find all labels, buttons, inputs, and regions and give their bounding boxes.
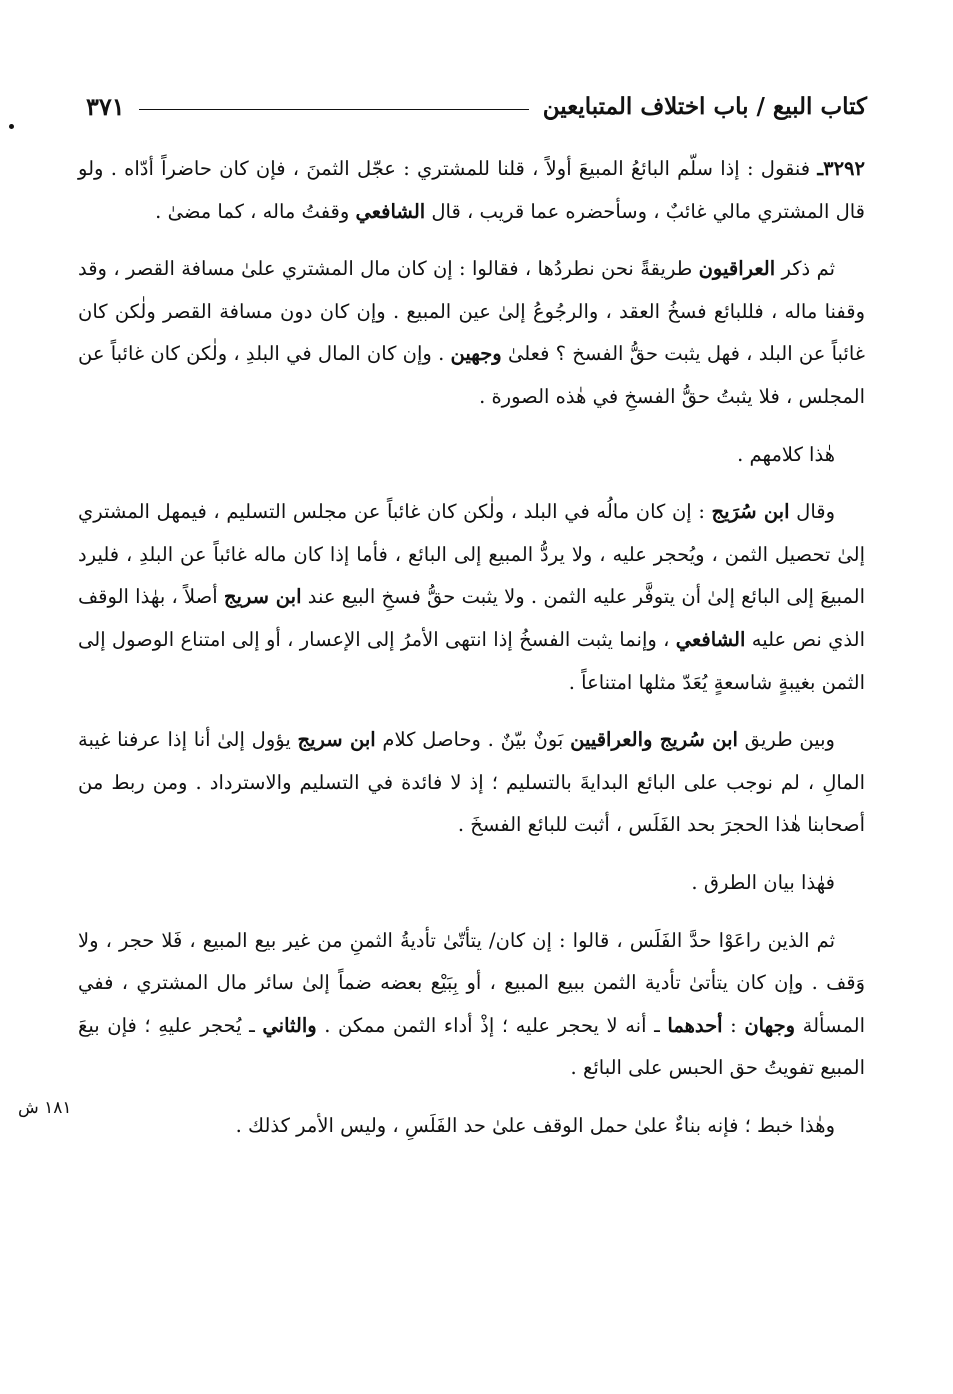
text-run: . وإن كان المال في البلدِ ، ولٰكن كان غائباً عن المجلس ، فلا يثبتُ حقُّ الفسخِ في هٰذه الصورة . bbox=[78, 342, 865, 408]
issue-number: ٣٢٩٢ـ bbox=[817, 157, 865, 180]
text-run: أصلاً ، بهٰذا الوقف الذي نص عليه bbox=[78, 585, 865, 651]
text-run: فهٰذا بيان الطرق . bbox=[691, 870, 835, 894]
text-run: ، وإنما يثبت الفسخُ إذا انتهى الأمرُ إلى الإعسار ، أو إلى امتناع الوصول إلى الثمن بغيبةٍ شاسعةٍ يُعَدّ مثلها امتناعاً . bbox=[78, 627, 865, 694]
bold-name: ابن سريج bbox=[223, 585, 302, 609]
text-run: ـ يُحجر عليهِ ؛ فإن بيعَ المبيع تفويتُ حق الحبس على البائع . bbox=[78, 1013, 865, 1080]
bold-name: ابن سُرَيج bbox=[711, 500, 790, 524]
paragraph-1 bbox=[78, 148, 865, 233]
text-run: وبين طريق bbox=[737, 728, 835, 752]
bold-name: ابن سريج bbox=[297, 728, 376, 752]
text-run: هٰذا كلامهم . bbox=[737, 442, 835, 466]
text-run: : إن كان مالُه في البلد ، ولٰكن كان غائباً عن مجلس التسليم ، فيمهل المشتري إلىٰ تحصيل الثمن ، ويُحجر عليه ، ولا يردُّ المبيع إلى البائع ، فأما إذا كان ماله غائباً عن البلدِ ، فليرد المبيعَ إلى البائع إلىٰ أن يتوفَّر عليه الثمن . ولا يثبت حقُّ فسخِ البيع عند bbox=[78, 500, 865, 609]
header-title: كتاب البيع / باب اختلاف المتبايعين bbox=[542, 92, 867, 120]
bold-name: ابن سُريج والعراقيين bbox=[570, 728, 738, 752]
bold-term: وجهين bbox=[450, 342, 502, 366]
text-run: بَونٌ بيّنٌ . وحاصل كلام bbox=[375, 728, 571, 752]
page-number: ٣٧١ bbox=[86, 91, 125, 121]
text-run: طريقةً نحن نطردُها ، فقالوا : إن كان مال المشتري علىٰ مسافة القصر ، وقد وقفنا ماله ، فللبائع فسخُ العقد ، والرجُوعُ إلىٰ عين المبيع . وإن كان دون مسافة القصر ولٰكن كان غائباً عن البلد ، فهل يثبت حقُّ الفسخ ؟ فعلىٰ bbox=[78, 257, 865, 366]
paragraph-2 bbox=[78, 248, 865, 418]
paragraph-7 bbox=[78, 920, 865, 1090]
margin-folio-note: ١٨١ ش bbox=[18, 1098, 72, 1118]
text-run: وهٰذا خبط ؛ فإنه بناءٌ علىٰ حمل الوقف علىٰ حد الفَلَسِ ، وليس الأمر كذلك . bbox=[235, 1113, 835, 1137]
paragraph-3 bbox=[78, 434, 865, 477]
paragraph-5 bbox=[78, 719, 865, 847]
text-run: يؤول إلىٰ أنا إذا عرفنا غيبة المالِ ، لم نوجب على البائع البدايةَ بالتسليم ؛ إذ لا فائدة في التسليم والاسترداد . ومن ربط من أصحابنا هٰذا الحجرَ بحد الفَلَس ، أثبت للبائع الفسخَ . bbox=[78, 728, 865, 837]
bold-term: أحدهما bbox=[667, 1013, 723, 1037]
bold-term: وجهان bbox=[744, 1013, 796, 1037]
header-rule bbox=[139, 109, 529, 110]
text-run: ثم ذكر bbox=[775, 257, 836, 281]
page-body bbox=[78, 148, 865, 1162]
text-run: وقال bbox=[789, 500, 835, 524]
text-run: ـ أنه لا يحجر عليه ؛ إذْ أداء الثمن ممكن . bbox=[316, 1013, 668, 1037]
bold-name: الشافعي bbox=[675, 627, 746, 651]
text-run: وقفتُ ماله ، كما مضىٰ . bbox=[155, 199, 356, 223]
text-run: فنقول : إذا سلّم البائعُ المبيعَ أولاً ، قلنا للمشتري : عجّل الثمنَ ، فإن كان حاضراً أدّاه . ولو قال المشتري مالي غائبٌ ، وسأحضره عما قريب ، قال bbox=[78, 157, 865, 223]
bold-name: الشافعي bbox=[355, 199, 426, 223]
paragraph-6 bbox=[78, 862, 865, 905]
paragraph-4 bbox=[78, 491, 865, 704]
margin-dot bbox=[9, 124, 14, 129]
paragraph-8 bbox=[78, 1105, 865, 1148]
text-run: ثم الذين راعَوْا حدَّ الفَلَس ، قالوا : إن كان/ يتأتّىٰ تأديةُ الثمنِ من غير بيع المبيع ، فَلا حجر ، ولا وَقف . وإن كان يتأتىٰ تأدية الثمن ببيع المبيع ، أو بِبَيْع بعضه ضماً إلىٰ سائر مال المشتري ، ففي المسألة bbox=[78, 928, 866, 1037]
bold-term: والثاني bbox=[262, 1013, 317, 1037]
running-header bbox=[86, 86, 867, 126]
text-run: : bbox=[722, 1013, 745, 1037]
bold-name: العراقيون bbox=[698, 257, 776, 281]
